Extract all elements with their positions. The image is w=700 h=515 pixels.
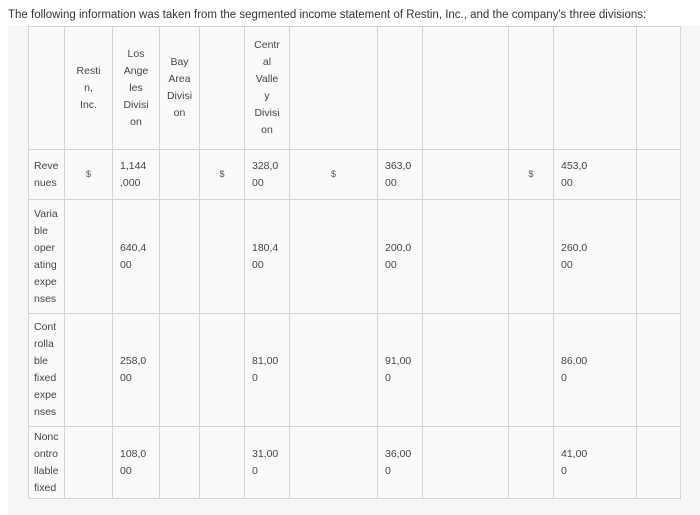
- empty-header-cell: [200, 27, 245, 150]
- empty-header-cell: [378, 27, 423, 150]
- cell-la-variable: 180,4 00: [245, 200, 290, 314]
- empty-cell: [160, 200, 200, 314]
- segmented-income-table: [28, 26, 681, 499]
- cell-cv-revenues: 453,0 00: [554, 150, 637, 200]
- empty-cell: [160, 150, 200, 200]
- row-label-noncontrollable-fixed: Nonc ontro llable fixed: [29, 427, 65, 499]
- empty-cell: [423, 314, 509, 427]
- cell-cv-variable: 260,0 00: [554, 200, 637, 314]
- empty-cell: [290, 314, 378, 427]
- empty-cell: [65, 314, 113, 427]
- table-row: [29, 200, 681, 314]
- empty-cell: [160, 427, 200, 499]
- empty-header-cell: [554, 27, 637, 150]
- empty-cell: [509, 314, 554, 427]
- cell-bay-variable: 200,0 00: [378, 200, 423, 314]
- cell-bay-revenues: 363,0 00: [378, 150, 423, 200]
- empty-cell: [637, 200, 681, 314]
- table-row: [29, 150, 681, 200]
- row-label-controllable-fixed: Cont rolla ble fixed expe nses: [29, 314, 65, 427]
- empty-cell: [637, 150, 681, 200]
- empty-cell: [637, 314, 681, 427]
- cell-cv-controllable: 86,00 0: [554, 314, 637, 427]
- col-header-bay-area: Bay Area Divisi on: [160, 27, 200, 150]
- dollar-sign: $: [509, 150, 554, 200]
- cell-restin-controllable: 258,0 00: [113, 314, 160, 427]
- empty-header-cell: [290, 27, 378, 150]
- header-row: [29, 27, 681, 150]
- cell-la-noncontrollable: 31,00 0: [245, 427, 290, 499]
- table-row: [29, 427, 681, 499]
- corner-cell: [29, 27, 65, 150]
- dollar-sign: $: [200, 150, 245, 200]
- empty-cell: [160, 314, 200, 427]
- cell-restin-noncontrollable: 108,0 00: [113, 427, 160, 499]
- row-label-variable-expenses: Varia ble oper ating expe nses: [29, 200, 65, 314]
- col-header-restin: Resti n, Inc.: [65, 27, 113, 150]
- empty-cell: [637, 427, 681, 499]
- empty-cell: [65, 427, 113, 499]
- col-header-los-angeles: Los Ange les Divisi on: [113, 27, 160, 150]
- empty-cell: [200, 314, 245, 427]
- empty-cell: [200, 427, 245, 499]
- col-header-central-valley: Centr al Valle y Divisi on: [245, 27, 290, 150]
- empty-header-cell: [509, 27, 554, 150]
- empty-cell: [509, 427, 554, 499]
- cell-la-revenues: 328,0 00: [245, 150, 290, 200]
- cell-restin-revenues: 1,144 ,000: [113, 150, 160, 200]
- table-row: [29, 314, 681, 427]
- cell-la-controllable: 81,00 0: [245, 314, 290, 427]
- empty-header-cell: [423, 27, 509, 150]
- empty-cell: [423, 200, 509, 314]
- empty-cell: [65, 200, 113, 314]
- cell-cv-noncontrollable: 41,00 0: [554, 427, 637, 499]
- empty-header-cell: [637, 27, 681, 150]
- empty-cell: [290, 427, 378, 499]
- cell-bay-noncontrollable: 36,00 0: [378, 427, 423, 499]
- cell-bay-controllable: 91,00 0: [378, 314, 423, 427]
- dollar-sign: $: [290, 150, 378, 200]
- intro-text: The following information was taken from the segmented income statement of Restin, Inc., and the company's three divisions:: [8, 9, 647, 21]
- empty-cell: [200, 200, 245, 314]
- dollar-sign: $: [65, 150, 113, 200]
- empty-cell: [290, 200, 378, 314]
- cell-restin-variable: 640,4 00: [113, 200, 160, 314]
- empty-cell: [423, 150, 509, 200]
- empty-cell: [509, 200, 554, 314]
- income-statement-sheet: [8, 26, 700, 515]
- empty-cell: [423, 427, 509, 499]
- row-label-revenues: Reve nues: [29, 150, 65, 200]
